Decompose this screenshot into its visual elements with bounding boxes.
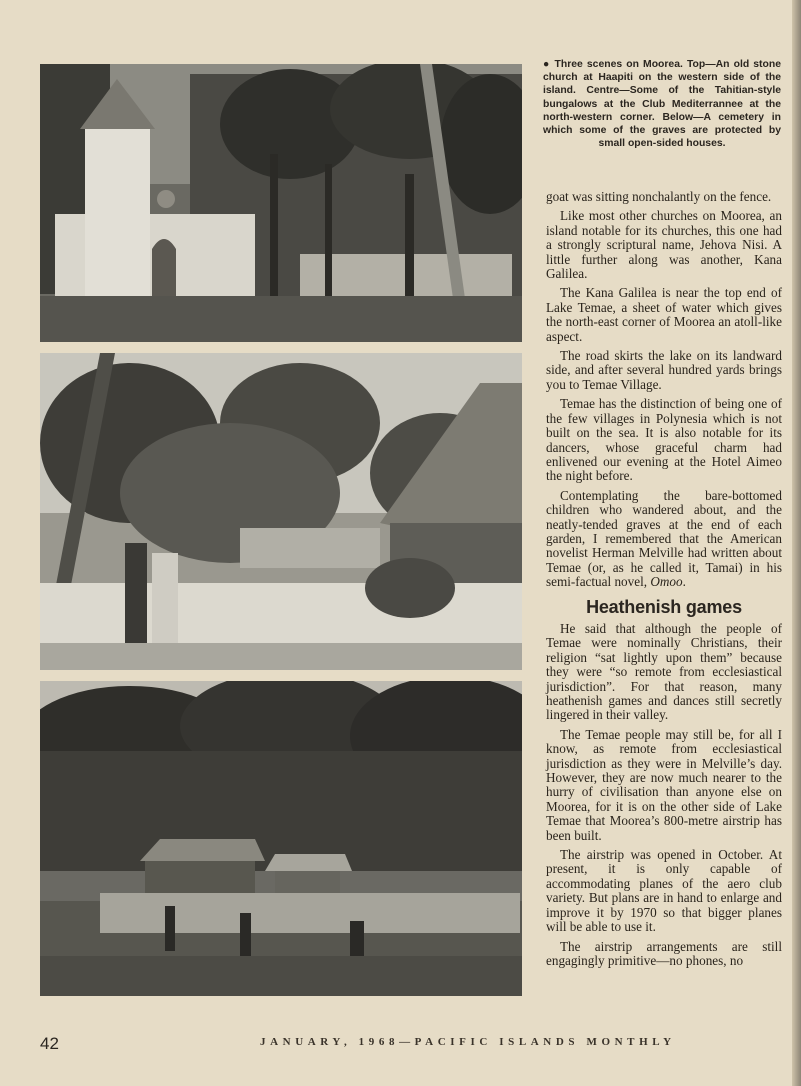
omoo-end: . (682, 574, 686, 590)
article-paragraph: Like most other churches on Moorea, an island notable for its churches, this one had a strongly scriptural name, Jehova Nisi. A little further along was another, Kana Galilea. (546, 208, 782, 282)
photo-church (40, 64, 522, 342)
article-paragraph: Temae has the distinction of being one of the few villages in Polynesia which is not built on the sea. It is also notable for its dancers, whose graceful charm had enlivened our evening at the Hotel Aimeo the night before. (546, 396, 782, 484)
article-paragraph: The Temae people may still be, for all I know, as remote from ecclesiastical jurisdiction as they were in Melville’s day. However, they are now much nearer to the hurry of civilisation than anyone else on Moorea, for it is on the other side of Lake Temae that Moorea’s 800-metre airstrip has been built. (546, 726, 782, 843)
article-paragraph: The road skirts the lake on its landward side, and after several hundred yards brings you to Temae Village. (546, 348, 782, 392)
article-paragraph: goat was sitting nonchalantly on the fence. (546, 189, 772, 204)
article-paragraph-omoo (546, 489, 782, 590)
running-head: JANUARY, 1968—PACIFIC ISLANDS MONTHLY (260, 1036, 676, 1048)
photo-bungalows (40, 353, 522, 670)
page-number: 42 (40, 1034, 59, 1053)
caption-bullet: ● (543, 59, 551, 70)
photo-cemetery (40, 681, 522, 996)
photo-caption (543, 58, 781, 150)
page-edge-shadow (792, 0, 801, 1086)
article-paragraph: The airstrip arrangements are still engagingly primitive—no phones, no (546, 938, 782, 968)
article-paragraph: The airstrip was opened in October. At present, it is only capable of accommodating planes of the aero club variety. But plans are in hand to enlarge and improve it by 1970 so that bigger planes will be able to use it. (546, 847, 782, 935)
page-footer (0, 1030, 801, 1060)
article-paragraph: He said that although the people of Temae were nominally Christians, their religion “sat lightly upon them” because they were “so remote from ecclesiastical jurisdiction”. For that reason, many heathenish games and dances still secretly lingered in their valley. (546, 620, 782, 723)
omoo-text: Contemplating the bare-bottomed children who wandered about, and the neatly-tended graves at the end of each garden, I remembered that the American novelist Herman Melville had written about Temae (or, as he called it, Tamai) in his semi-factual novel, (546, 487, 782, 590)
omoo-title: Omoo (650, 574, 683, 590)
article-column (546, 190, 782, 973)
caption-text: Three scenes on Moorea. Top—An old stone church at Haapiti on the western side of the island. Centre—Some of the Tahitian-style bungalows at the Club Mediterrannee at the north-western corner. Below—A cemetery in which some of the graves are protected by small open-sided houses. (543, 59, 781, 150)
article-paragraph: The Kana Galilea is near the top end of Lake Temae, a sheet of water which gives the north-east corner of Moorea an atoll-like aspect. (546, 285, 782, 344)
section-heading: Heathenish games (586, 596, 742, 617)
